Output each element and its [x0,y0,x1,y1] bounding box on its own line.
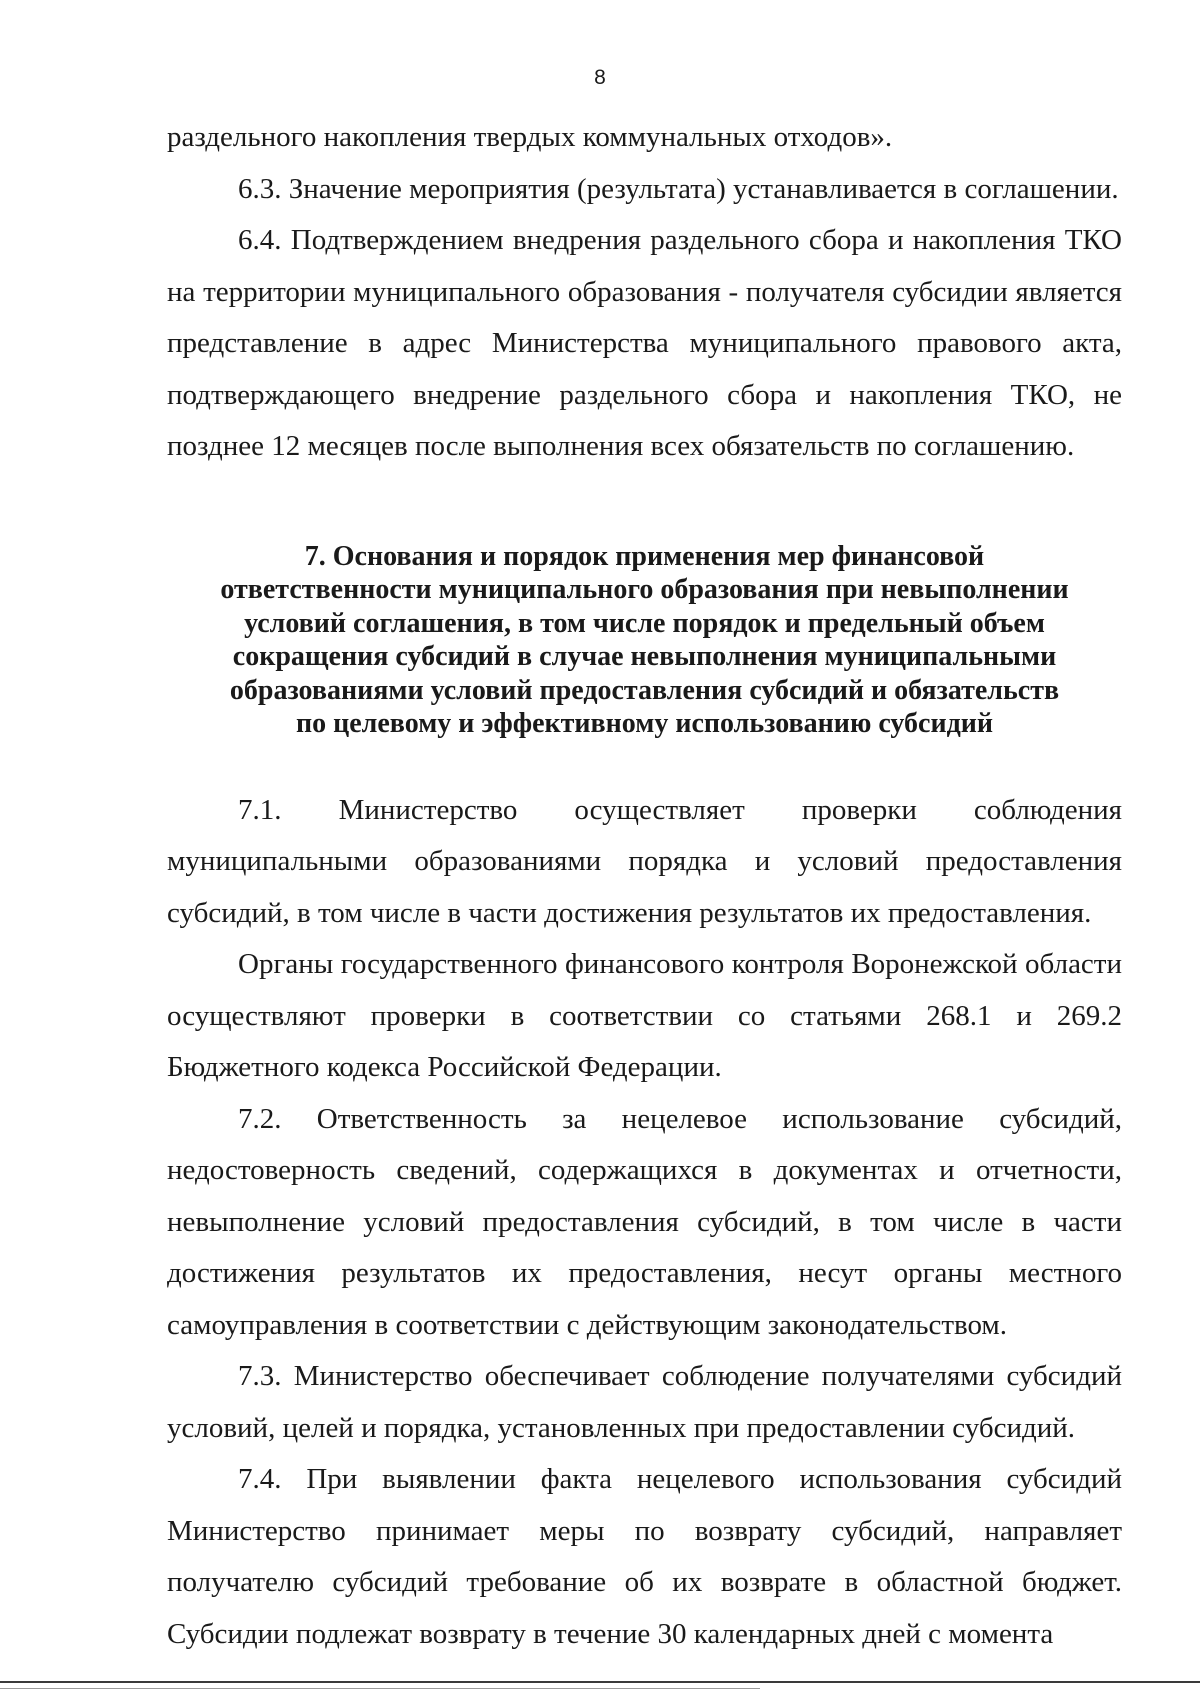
heading-line: условий соглашения, в том числе порядок и предельный объем [244,607,1045,639]
paragraph-7-1: 7.1. Министерство осуществляет проверки соблюдения муниципальными образованиями порядка и условий предоставления субсидий, в том числе в части достижения результатов их предоставления. [167,793,1122,929]
heading-line: 7. Основания и порядок применения мер финансовой [304,540,985,572]
paragraph-6-3: 6.3. Значение мероприятия (результата) устанавливается в соглашении. [238,172,1119,205]
heading-line: образованиями условий предоставления субсидий и обязательств [229,674,1060,706]
paragraph-7-4: 7.4. При выявлении факта нецелевого использования субсидий Министерство принимает меры по возврату субсидий, направляет получателю субсидий требование об их возврате в областной бюджет. Субсидии подлежат возврату в течение 30 календарных дней с момента [167,1463,1122,1650]
paragraph-7-3: 7.3. Министерство обеспечивает соблюдение получателями субсидий условий, целей и порядка, установленных при предоставлении субсидий. [167,1360,1122,1444]
document-body [167,112,1122,1660]
heading-line: сокращения субсидий в случае невыполнения муниципальными [232,641,1057,672]
heading-line: ответственности муниципального образования при невыполнении [220,574,1069,605]
heading-line: по целевому и эффективному использованию субсидий [295,708,994,739]
section-7-heading [167,540,1122,741]
paragraph-7-2: 7.2. Ответственность за нецелевое использование субсидий, недостоверность сведений, содержащихся в документах и отчетности, невыполнение условий предоставления субсидий, в том числе в части достижения результатов их предоставления, несут органы местного самоуправления в соответствии с действующим законодательством. [167,1102,1122,1341]
paragraph-control-bodies: Органы государственного финансового контроля Воронежской области осуществляют проверки в соответствии со статьями 268.1 и 269.2 Бюджетного кодекса Российской Федерации. [167,948,1122,1083]
page-number: 8 [594,66,606,89]
paragraph-6-4: 6.4. Подтверждением внедрения раздельного сбора и накопления ТКО на территории муниципального образования - получателя субсидии является представление в адрес Министерства муниципального правового акта, подтверждающего внедрение раздельного сбора и накопления ТКО, не позднее 12 месяцев после выполнения всех обязательств по соглашению. [167,224,1122,462]
scan-edge-line-light [0,1688,760,1689]
scan-edge-line [0,1681,1200,1683]
paragraph-continuation: раздельного накопления твердых коммунальных отходов». [167,121,893,153]
